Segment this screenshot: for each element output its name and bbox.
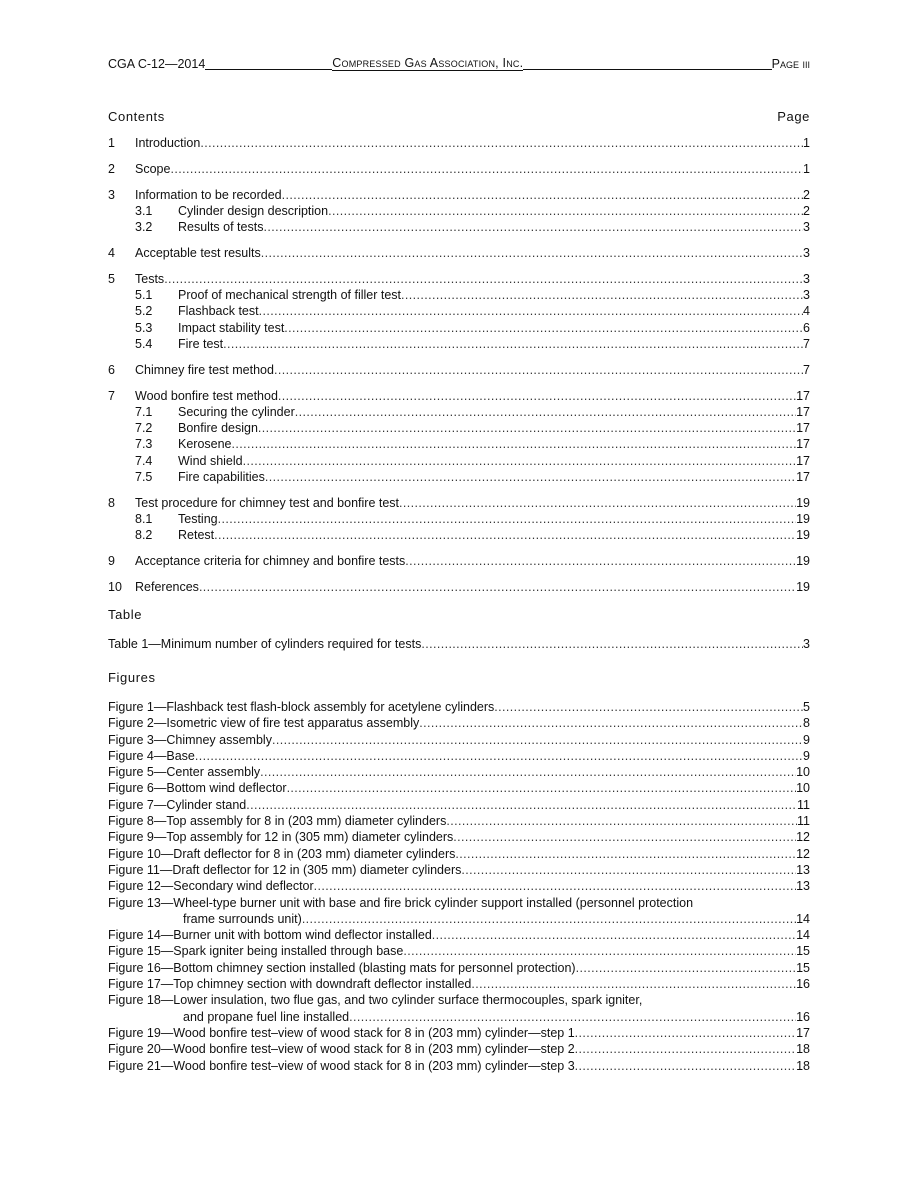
toc-section-group xyxy=(108,187,810,236)
toc-entry-page: 3 xyxy=(803,271,810,286)
figure-entry-label: Figure 16—Bottom chimney section installed (blasting mats for personnel protection) xyxy=(108,960,576,975)
figure-list xyxy=(108,699,810,1074)
dot-leader xyxy=(278,388,796,404)
toc-subentry-page: 3 xyxy=(803,220,810,235)
dot-leader xyxy=(287,780,797,796)
toc-entry-label: Wood bonfire test method xyxy=(135,388,278,403)
toc-entry-page: 1 xyxy=(803,136,810,150)
toc-subentry-number: 7.4 xyxy=(135,453,153,468)
dot-leader xyxy=(282,187,803,203)
figure-entry[interactable] xyxy=(108,813,810,829)
doc-id: CGA C-12—2014 xyxy=(108,57,206,71)
toc-subentry[interactable] xyxy=(108,203,810,219)
figure-entry[interactable] xyxy=(108,846,810,862)
toc-entry-label: Acceptance criteria for chimney and bonfire tests xyxy=(135,554,406,569)
figure-entry-label: Figure 5—Center assembly xyxy=(108,765,261,780)
figure-entry-label: Figure 11—Draft deflector for 12 in (305 mm) diameter cylinders xyxy=(108,862,462,877)
figure-entry-label-cont: frame surrounds unit) xyxy=(183,911,302,926)
page-column-label: Page xyxy=(777,109,810,124)
toc-section-group xyxy=(108,579,810,595)
figure-entry[interactable] xyxy=(108,862,810,878)
toc-entry-label: Tests xyxy=(135,271,165,286)
figure-entry-label: Figure 3—Chimney assembly xyxy=(108,732,272,747)
figure-entry[interactable] xyxy=(108,699,810,715)
figure-entry-label: Figure 4—Base xyxy=(108,748,195,763)
figure-entry-continuation xyxy=(108,1009,810,1025)
dot-leader xyxy=(232,436,797,452)
toc-subentry[interactable] xyxy=(108,320,810,336)
toc-subentry-page: 3 xyxy=(803,288,810,303)
dot-leader xyxy=(195,748,803,764)
figure-entry-page: 18 xyxy=(796,1058,810,1073)
toc-section-group xyxy=(108,161,810,177)
toc-subentry-label: Bonfire design xyxy=(178,421,258,436)
toc-entry-number: 2 xyxy=(108,161,115,176)
dot-leader xyxy=(218,511,796,527)
toc-subentry[interactable] xyxy=(108,336,810,352)
toc-section-group xyxy=(108,362,810,378)
figure-entry[interactable] xyxy=(108,895,810,928)
figure-entry[interactable] xyxy=(108,927,810,943)
figure-entry-page: 9 xyxy=(803,732,810,747)
toc-subentry-page: 19 xyxy=(796,528,810,543)
toc-entry[interactable] xyxy=(108,161,810,177)
toc-entry-number: 7 xyxy=(108,388,115,403)
org-name: Compressed Gas Association, Inc. xyxy=(332,56,524,70)
figure-entry-page: 16 xyxy=(796,1009,810,1024)
toc-subentry-number: 3.1 xyxy=(135,203,153,218)
figure-entry-label: Figure 13—Wheel-type burner unit with base and fire brick cylinder support installed (personnel protection xyxy=(108,895,694,910)
dot-leader xyxy=(260,764,796,780)
toc-subentry-page: 17 xyxy=(796,437,810,452)
toc-entry-page: 1 xyxy=(803,161,810,176)
toc-subentry[interactable] xyxy=(108,527,810,543)
dot-leader xyxy=(261,245,803,261)
figure-entry-page: 13 xyxy=(796,879,810,894)
toc-subentry-page: 17 xyxy=(796,470,810,485)
dot-leader xyxy=(399,495,796,511)
figure-entry[interactable] xyxy=(108,764,810,780)
toc-entry[interactable] xyxy=(108,553,810,569)
toc-subentry-label: Testing xyxy=(178,512,218,527)
toc-entry-page: 17 xyxy=(796,388,810,403)
figure-entry[interactable] xyxy=(108,943,810,959)
table-entry[interactable] xyxy=(108,636,810,652)
table-entry-page: 3 xyxy=(803,637,810,651)
toc-entry-label: Introduction xyxy=(135,136,201,150)
toc-subentry-number: 5.4 xyxy=(135,336,153,351)
toc-entry[interactable] xyxy=(108,187,810,203)
dot-leader xyxy=(401,287,803,303)
toc-subentry-label: Cylinder design description xyxy=(178,203,329,218)
toc-entry-page: 7 xyxy=(803,362,810,377)
figure-entry-label: Figure 19—Wood bonfire test–view of wood stack for 8 in (203 mm) cylinder—step 1 xyxy=(108,1025,575,1040)
dot-leader xyxy=(223,336,803,352)
figure-entry-label: Figure 7—Cylinder stand xyxy=(108,797,247,812)
dot-leader xyxy=(471,976,796,992)
toc-subentry-label: Proof of mechanical strength of filler test xyxy=(178,288,402,303)
figure-entry[interactable] xyxy=(108,960,810,976)
figure-entry[interactable] xyxy=(108,878,810,894)
dot-leader xyxy=(575,1058,796,1074)
header-rule xyxy=(205,57,332,70)
toc-subentry-number: 7.1 xyxy=(135,404,153,419)
toc-entry-label: Information to be recorded xyxy=(135,187,282,202)
dot-leader xyxy=(246,797,797,813)
figure-entry-label: Figure 21—Wood bonfire test–view of wood stack for 8 in (203 mm) cylinder—step 3 xyxy=(108,1058,575,1073)
figure-entry[interactable] xyxy=(108,1058,810,1074)
toc-entry[interactable] xyxy=(108,135,810,151)
toc-subentry-number: 7.2 xyxy=(135,421,153,436)
dot-leader xyxy=(258,420,796,436)
figure-entry-label: Figure 8—Top assembly for 8 in (203 mm) diameter cylinders xyxy=(108,814,447,829)
toc-section-group xyxy=(108,135,810,151)
figures-section-title: Figures xyxy=(108,670,156,685)
figure-entry-page: 5 xyxy=(803,700,810,714)
toc-subentry-number: 5.1 xyxy=(135,288,153,303)
toc-subentry-label: Fire capabilities xyxy=(178,470,265,485)
dot-leader xyxy=(453,829,796,845)
figure-entry[interactable] xyxy=(108,1041,810,1057)
toc-entry[interactable] xyxy=(108,388,810,404)
toc-subentry-label: Kerosene xyxy=(178,437,232,452)
toc-entry-number: 6 xyxy=(108,362,115,377)
dot-leader xyxy=(274,362,803,378)
toc-entry-number: 1 xyxy=(108,136,115,150)
toc-subentry-label: Results of tests xyxy=(178,220,264,235)
dot-leader xyxy=(164,271,803,287)
figure-entry[interactable] xyxy=(108,1025,810,1041)
toc-entry-number: 5 xyxy=(108,271,115,286)
toc-entry-number: 3 xyxy=(108,187,115,202)
toc-subentry[interactable] xyxy=(108,469,810,485)
table-heading xyxy=(108,607,810,622)
toc-subentry-page: 7 xyxy=(803,336,810,351)
figure-entry-page: 15 xyxy=(796,960,810,975)
dot-leader xyxy=(214,527,796,543)
dot-leader xyxy=(575,1041,796,1057)
dot-leader xyxy=(243,453,796,469)
figure-entry-page: 13 xyxy=(796,862,810,877)
figure-entry-label: Figure 14—Burner unit with bottom wind deflector installed xyxy=(108,928,432,943)
toc-entry-number: 10 xyxy=(108,580,122,595)
figure-entry-page: 9 xyxy=(803,748,810,763)
toc-subentry-page: 17 xyxy=(796,453,810,468)
toc-subentry-page: 2 xyxy=(803,203,810,218)
toc-subentry[interactable] xyxy=(108,453,810,469)
toc-subentry-page: 19 xyxy=(796,512,810,527)
dot-leader xyxy=(295,404,796,420)
dot-leader xyxy=(314,878,796,894)
page-header xyxy=(108,56,810,71)
table-section-title: Table xyxy=(108,607,143,622)
toc-subentry[interactable] xyxy=(108,420,810,436)
toc-entry[interactable] xyxy=(108,362,810,378)
toc-subentry[interactable] xyxy=(108,436,810,452)
dot-leader xyxy=(446,813,797,829)
toc-section-group xyxy=(108,271,810,352)
figure-entry[interactable] xyxy=(108,797,810,813)
dot-leader xyxy=(328,203,803,219)
toc-subentry-number: 7.5 xyxy=(135,470,153,485)
figure-entry[interactable] xyxy=(108,829,810,845)
figure-entry-label: Figure 17—Top chimney section with downdraft deflector installed xyxy=(108,977,472,992)
figure-entry-page: 10 xyxy=(796,781,810,796)
contents-heading xyxy=(108,109,810,124)
toc-section-group xyxy=(108,553,810,569)
dot-leader xyxy=(419,715,803,731)
toc-entry-page: 3 xyxy=(803,245,810,260)
dot-leader xyxy=(170,161,803,177)
toc-subentry-label: Impact stability test xyxy=(178,320,285,335)
figure-entry-page: 11 xyxy=(797,814,810,829)
toc-entry-page: 19 xyxy=(796,580,810,595)
dot-leader xyxy=(263,219,803,235)
toc-subentry-page: 6 xyxy=(803,320,810,335)
figure-entry[interactable] xyxy=(108,748,810,764)
dot-leader xyxy=(199,579,796,595)
toc-entry-number: 8 xyxy=(108,495,115,510)
page-number: Page iii xyxy=(771,57,810,71)
dot-leader xyxy=(494,699,803,715)
toc-subentry[interactable] xyxy=(108,287,810,303)
figure-entry-label-cont: and propane fuel line installed xyxy=(183,1009,350,1024)
contents-list xyxy=(108,135,810,605)
toc-entry[interactable] xyxy=(108,579,810,595)
figure-entry-page: 15 xyxy=(796,944,810,959)
figure-entry-label: Figure 20—Wood bonfire test–view of wood stack for 8 in (203 mm) cylinder—step 2 xyxy=(108,1042,575,1057)
toc-entry-label: Test procedure for chimney test and bonfire test xyxy=(135,495,400,510)
toc-subentry-page: 17 xyxy=(796,404,810,419)
table-entry-label: Table 1—Minimum number of cylinders required for tests xyxy=(108,637,422,651)
figure-entry-label: Figure 2—Isometric view of fire test apparatus assembly xyxy=(108,716,420,731)
dot-leader xyxy=(403,943,796,959)
dot-leader xyxy=(576,960,797,976)
toc-subentry-number: 3.2 xyxy=(135,220,153,235)
dot-leader xyxy=(200,135,803,151)
toc-subentry-number: 5.3 xyxy=(135,320,153,335)
toc-entry-label: References xyxy=(135,580,199,595)
figure-entry[interactable] xyxy=(108,732,810,748)
figure-entry-label: Figure 1—Flashback test flash-block assembly for acetylene cylinders xyxy=(108,700,495,714)
toc-subentry-page: 17 xyxy=(796,421,810,436)
figure-entry-page: 11 xyxy=(797,797,810,812)
toc-subentry-number: 5.2 xyxy=(135,304,153,319)
figure-entry-page: 17 xyxy=(796,1025,810,1040)
toc-entry-page: 2 xyxy=(803,187,810,202)
toc-subentry[interactable] xyxy=(108,404,810,420)
figure-entry[interactable] xyxy=(108,780,810,796)
toc-entry[interactable] xyxy=(108,245,810,261)
toc-subentry-label: Securing the cylinder xyxy=(178,404,295,419)
figure-entry-label: Figure 9—Top assembly for 12 in (305 mm) diameter cylinders xyxy=(108,830,454,845)
toc-subentry-label: Fire test xyxy=(178,336,224,351)
figure-entry[interactable] xyxy=(108,976,810,992)
toc-subentry-number: 8.1 xyxy=(135,512,153,527)
contents-title: Contents xyxy=(108,109,165,124)
dot-leader xyxy=(432,927,796,943)
dot-leader xyxy=(421,636,803,652)
dot-leader xyxy=(461,862,796,878)
toc-subentry-label: Retest xyxy=(178,528,215,543)
dot-leader xyxy=(265,469,796,485)
toc-entry-label: Chimney fire test method xyxy=(135,362,274,377)
figure-entry[interactable] xyxy=(108,715,810,731)
toc-entry[interactable] xyxy=(108,495,810,511)
toc-entry[interactable] xyxy=(108,271,810,287)
toc-entry-page: 19 xyxy=(796,495,810,510)
dot-leader xyxy=(349,1009,796,1025)
toc-section-group xyxy=(108,245,810,261)
toc-section-group xyxy=(108,388,810,486)
figure-entry-page: 12 xyxy=(796,846,810,861)
toc-entry-label: Scope xyxy=(135,161,171,176)
toc-section-group xyxy=(108,495,810,544)
figure-entry[interactable] xyxy=(108,992,810,1025)
dot-leader xyxy=(259,303,803,319)
dot-leader xyxy=(455,846,796,862)
dot-leader xyxy=(302,911,796,927)
figure-entry-page: 10 xyxy=(796,765,810,780)
figure-entry-page: 18 xyxy=(796,1042,810,1057)
dot-leader xyxy=(575,1025,796,1041)
dot-leader xyxy=(405,553,796,569)
toc-subentry-number: 7.3 xyxy=(135,437,153,452)
figure-entry-continuation xyxy=(108,911,810,927)
toc-subentry[interactable] xyxy=(108,303,810,319)
dot-leader xyxy=(272,732,803,748)
figure-entry-page: 16 xyxy=(796,977,810,992)
header-rule xyxy=(523,57,771,70)
figure-entry-label: Figure 6—Bottom wind deflector xyxy=(108,781,287,796)
table-list xyxy=(108,636,810,652)
toc-entry-label: Acceptable test results xyxy=(135,245,261,260)
toc-entry-number: 4 xyxy=(108,245,115,260)
toc-subentry-label: Flashback test xyxy=(178,304,259,319)
toc-entry-page: 19 xyxy=(796,554,810,569)
figures-heading xyxy=(108,670,810,685)
toc-subentry-label: Wind shield xyxy=(178,453,243,468)
figure-entry-page: 14 xyxy=(796,928,810,943)
toc-subentry-page: 4 xyxy=(803,304,810,319)
figure-entry-label: Figure 10—Draft deflector for 8 in (203 mm) diameter cylinders xyxy=(108,846,456,861)
figure-entry-page: 8 xyxy=(803,716,810,731)
figure-entry-label: Figure 18—Lower insulation, two flue gas, and two cylinder surface thermocouples, spark igniter, xyxy=(108,993,643,1008)
dot-leader xyxy=(284,320,803,336)
figure-entry-page: 12 xyxy=(796,830,810,845)
toc-subentry[interactable] xyxy=(108,219,810,235)
figure-entry-page: 14 xyxy=(796,911,810,926)
figure-entry-label: Figure 15—Spark igniter being installed through base xyxy=(108,944,404,959)
toc-subentry-number: 8.2 xyxy=(135,528,153,543)
toc-subentry[interactable] xyxy=(108,511,810,527)
toc-entry-number: 9 xyxy=(108,554,115,569)
figure-entry-label: Figure 12—Secondary wind deflector xyxy=(108,879,314,894)
